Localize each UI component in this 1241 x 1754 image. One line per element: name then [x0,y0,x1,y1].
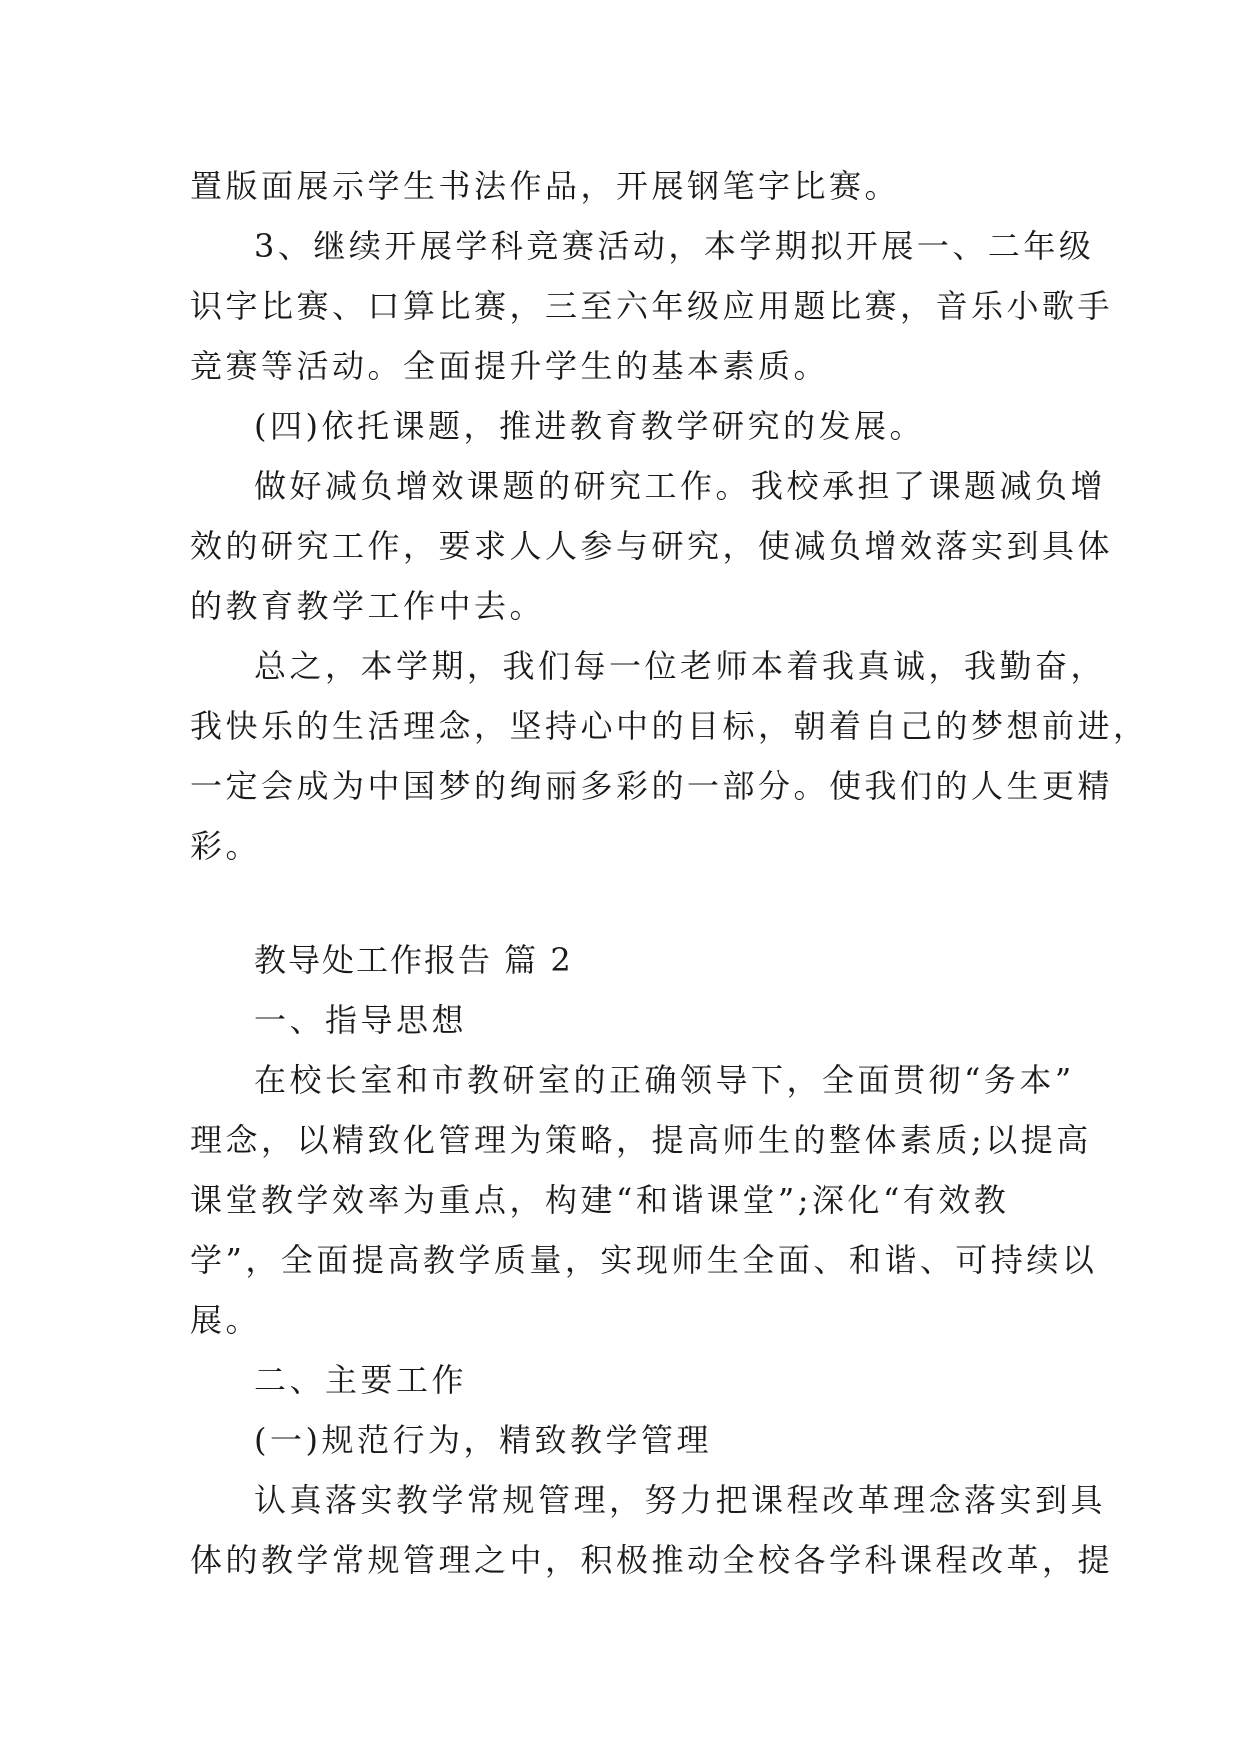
paragraph-line: 竞赛等活动。全面提升学生的基本素质。 [190,347,830,385]
paragraph-line: 一定会成为中国梦的绚丽多彩的一部分。使我们的人生更精 [190,767,1114,805]
paragraph-line: 置版面展示学生书法作品，开展钢笔字比赛。 [190,167,901,205]
paragraph-line: 体的教学常规管理之中，积极推动全校各学科课程改革，提 [190,1541,1114,1579]
paragraph-line: 3、继续开展学科竞赛活动，本学期拟开展一、二年级 [254,227,1095,265]
paragraph-line: 认真落实教学常规管理，努力把课程改革理念落实到具 [254,1481,1107,1519]
paragraph-line: 学”，全面提高教学质量，实现师生全面、和谐、可持续以 [190,1241,1098,1279]
paragraph-line: 的教育教学工作中去。 [190,587,546,625]
paragraph-line: 做好减负增效课题的研究工作。我校承担了课题减负增 [254,467,1107,505]
paragraph-line: 识字比赛、口算比赛，三至六年级应用题比赛，音乐小歌手 [190,287,1114,325]
paragraph-line: 总之，本学期，我们每一位老师本着我真诚，我勤奋， [254,647,1107,685]
paragraph-line: 我快乐的生活理念，坚持心中的目标，朝着自己的梦想前进， [190,707,1149,745]
section-heading: 二、主要工作 [254,1361,468,1399]
paragraph-line: 效的研究工作，要求人人参与研究，使减负增效落实到具体 [190,527,1114,565]
document-title: 教导处工作报告 篇 2 [254,941,573,979]
section-heading: 一、指导思想 [254,1001,468,1039]
paragraph-line: 展。 [190,1301,262,1339]
paragraph-line: 课堂教学效率为重点，构建“和谐课堂”;深化“有效教 [190,1181,1010,1219]
paragraph-line: 在校长室和市教研室的正确领导下，全面贯彻“务本” [254,1061,1075,1099]
section-heading: (一)规范行为，精致教学管理 [254,1421,712,1459]
paragraph-line: 彩。 [190,827,262,865]
section-heading: (四)依托课题，推进教育教学研究的发展。 [254,407,925,445]
paragraph-line: 理念，以精致化管理为策略，提高师生的整体素质;以提高 [190,1121,1092,1159]
